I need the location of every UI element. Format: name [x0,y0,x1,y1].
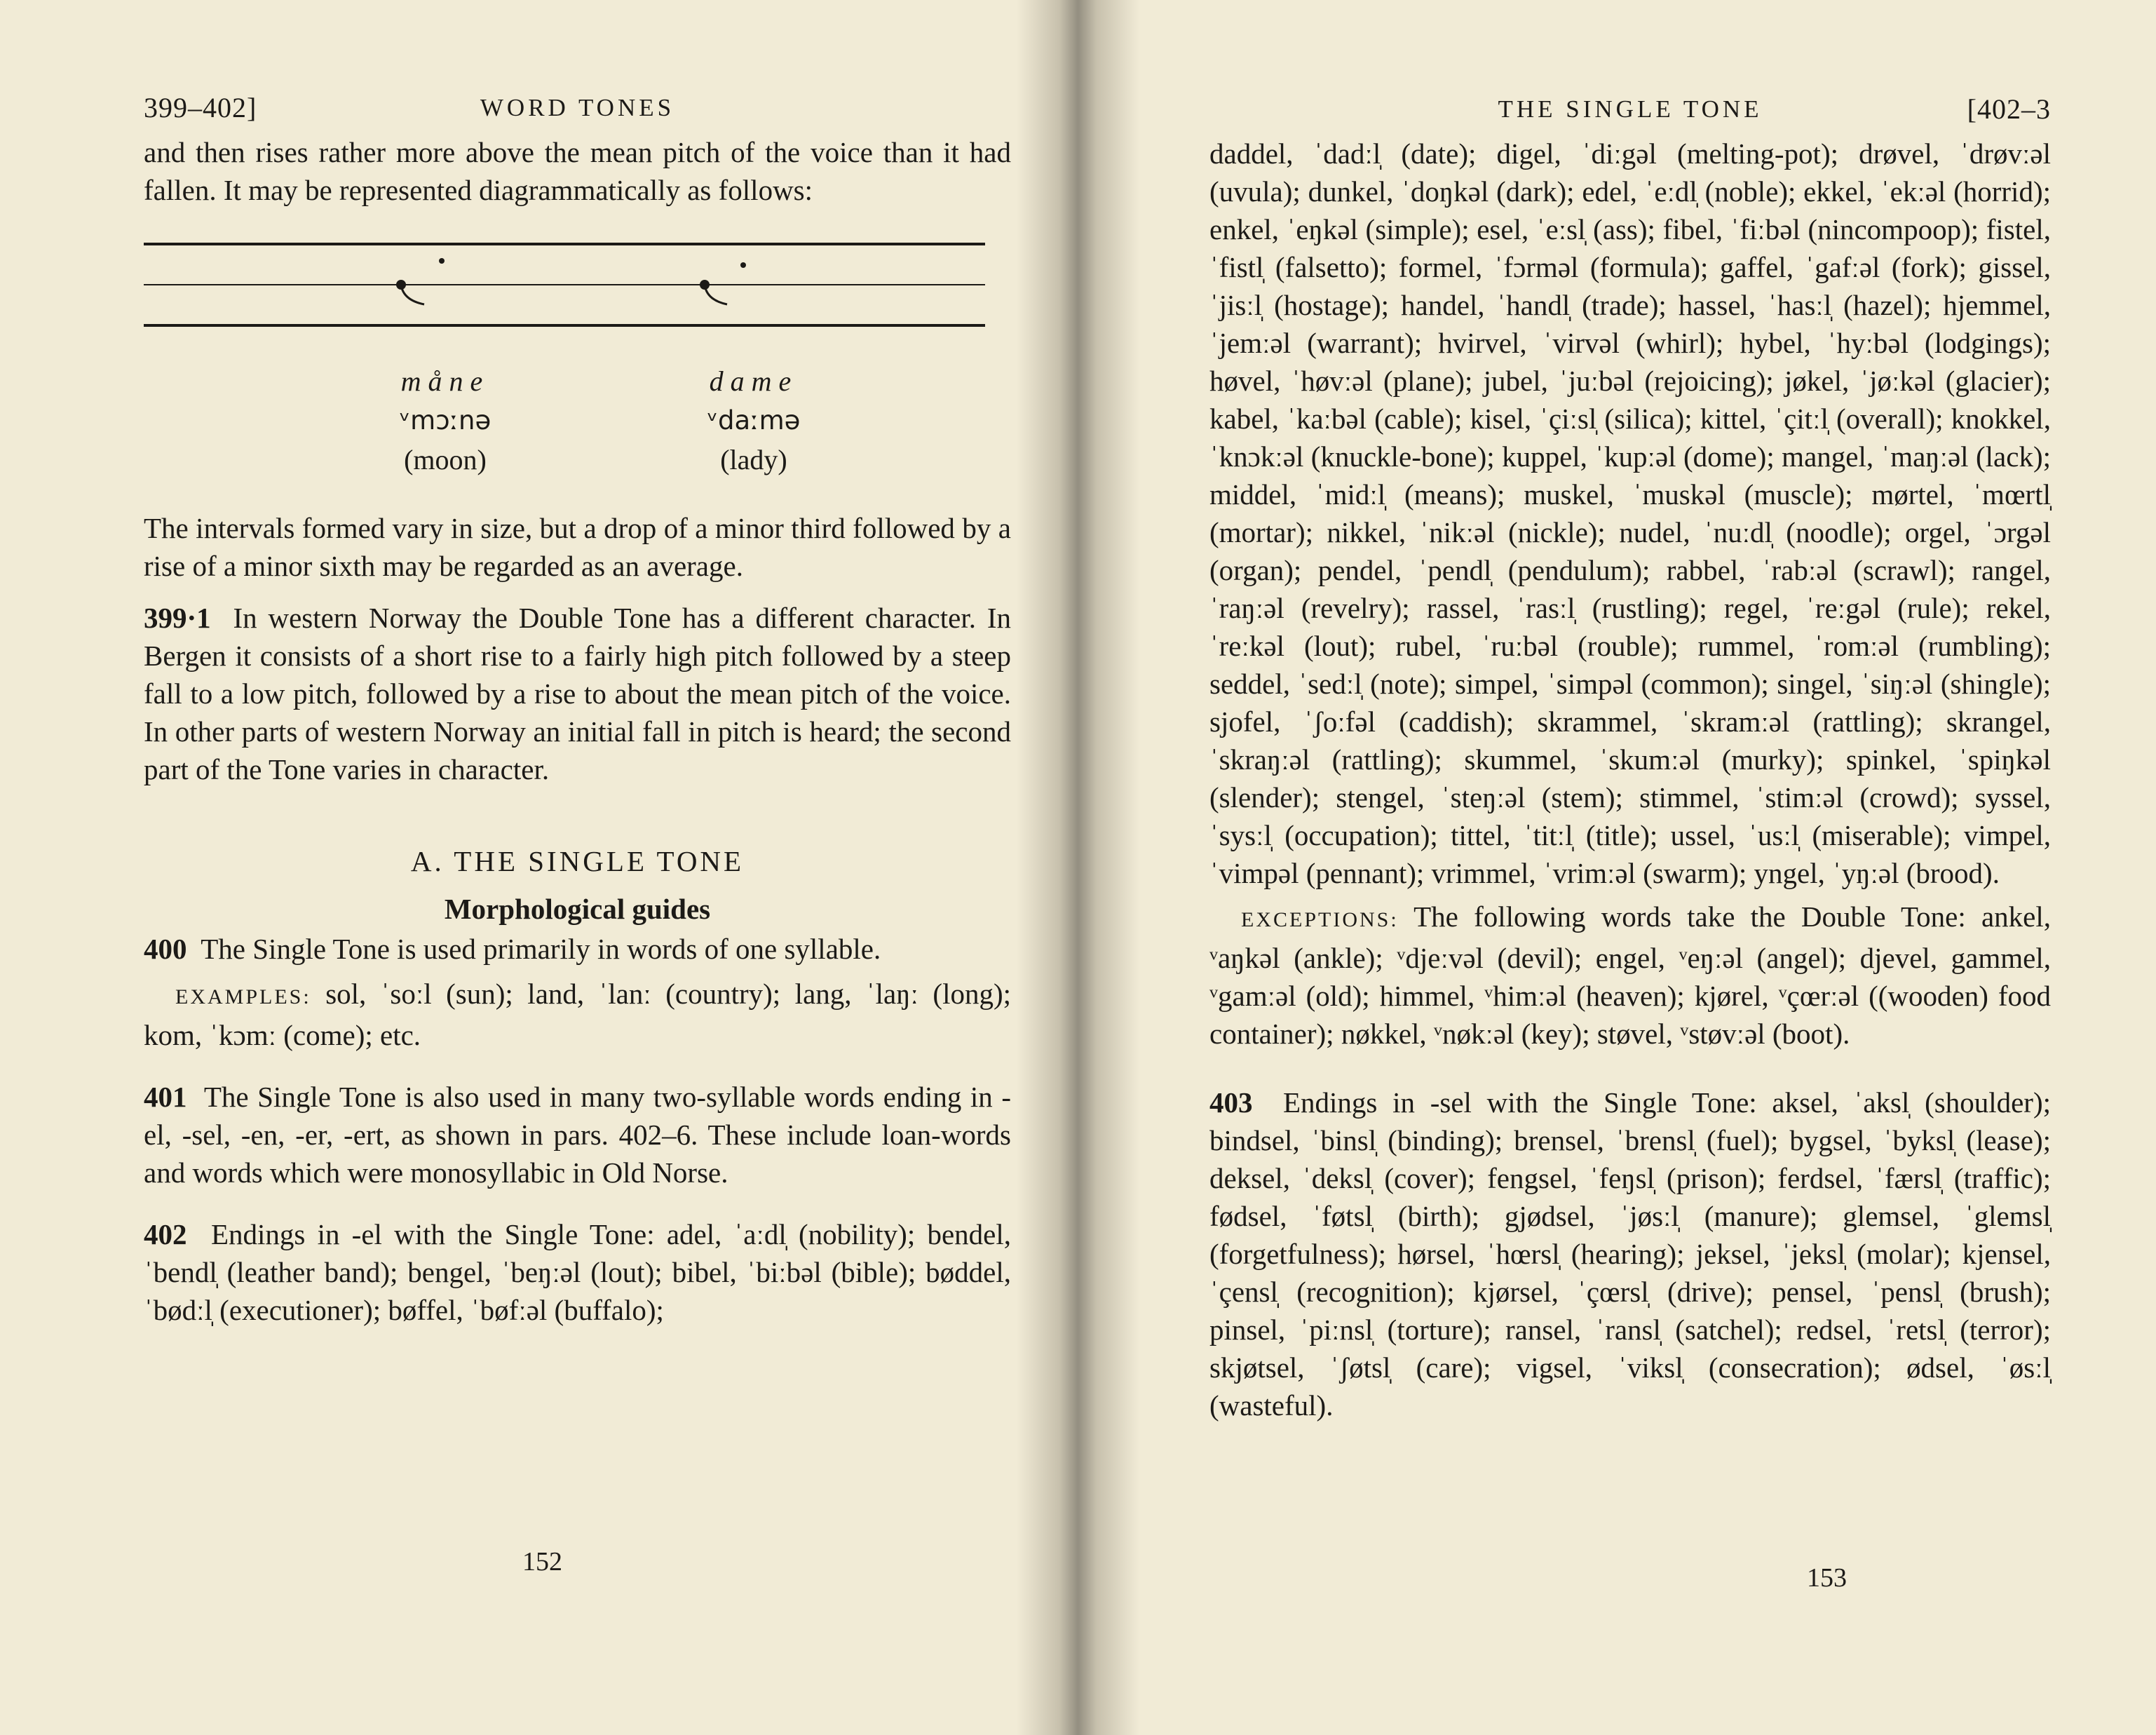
tone-peak-2 [740,262,746,268]
examples-label: EXAMPLES: [175,985,311,1008]
left-paragraph-1: and then rises rather more above the mean pitch of the voice than it had fallen. It may be represented diagrammatically as follows: [144,136,1011,206]
examples-text: sol, ˈsoːl (sun); land, ˈlanː (country); lang, ˈlaŋː (long); kom, ˈkɔmː (come); etc. [144,978,1011,1051]
paragraph-401 [144,1078,1011,1191]
word-mane: måne [400,365,490,397]
gloss-moon: (moon) [404,444,487,475]
right-page [1078,0,2156,1735]
exceptions-label: EXCEPTIONS: [1241,908,1399,931]
para-number-401: 401 [144,1081,187,1113]
exceptions-paragraph [1209,898,2051,1053]
right-running-head [1209,93,2051,135]
para-number-400: 400 [144,933,187,965]
para-text-401: The Single Tone is also used in many two-syllable words ending in -el, -sel, -en, -er, -ert, as shown in pars. 402–6. These include loan-words and words which were monosyllabic in Old Norse. [144,1081,1012,1189]
paragraph-403 [1209,1083,2051,1424]
left-running-head-range: 399–402] [144,92,257,123]
diagram-word-mane [340,362,550,480]
para-text-402: Endings in -el with the Single Tone: adel, ˈaːdl̩ (nobility); bendel, ˈbendl̩ (leather band); bengel, ˈbeŋːəl (lout); bibel, ˈbiːbəl (bible); bøddel, ˈbødːl̩ (executioner); bøffel, ˈbøfːəl (buffalo); [144,1218,1011,1326]
paragraph-402 [144,1215,1011,1329]
left-page-number: 152 [522,1547,562,1577]
exceptions-text: The following words take the Double Tone: ankel, ᵛaŋkəl (ankle); ᵛdjeːvəl (devil); engel, ᵛeŋːəl (angel); djevel, gammel, ᵛgamːəl (old); himmel, ᵛhimːəl (heaven); kjørel, ᵛçœrːəl ((wooden) food container); nøkkel, ᵛnøkːəl (key); støvel, ᵛstøvːəl (boot). [1209,900,2051,1050]
book-gutter-shadow [1017,0,1139,1735]
para-number-403: 403 [1209,1086,1253,1119]
left-paragraph-2: The intervals formed vary in size, but a drop of a minor third followed by a rise of a minor sixth may be regarded as an average. [144,512,1011,582]
left-running-head-title: WORD TONES [480,94,675,121]
para-text-399-1: In western Norway the Double Tone has a different character. In Bergen it consists of a short rise to a fairly high pitch followed by a steep fall to a low pitch, followed by a rise to about the mean pitch of the voice. In other parts of western Norway an initial fall in pitch is heard; the second part of the Tone varies in character. [144,602,1011,785]
examples-paragraph [144,975,1011,1054]
paragraph-400 [144,930,1011,968]
left-running-head [144,91,1011,133]
diagram-word-dame [649,362,859,480]
ipa-mane: ᵛmɔːnə [399,405,491,436]
para-text-400: The Single Tone is used primarily in words of one syllable. [201,933,881,965]
right-page-number: 153 [1807,1563,1847,1593]
para-text-403: Endings in -sel with the Single Tone: aksel, ˈaksl̩ (shoulder); bindsel, ˈbinsl̩ (binding); brensel, ˈbrensl̩ (fuel); bygsel, ˈbyksl̩ (lease); deksel, ˈdeksl̩ (cover); fengsel, ˈfeŋsl̩ (prison); ferdsel, ˈfærsl̩ (traffic); fødsel, ˈføtsl̩ (birth); gjødsel, ˈjøsːl̩ (manure); glemsel, ˈglemsl̩ (forgetfulness); hørsel, ˈhœrsl̩ (hearing); jeksel, ˈjeksl̩ (molar); kjensel, ˈçensl̩ (recognition); kjørsel, ˈçœrsl̩ (drive); pensel, ˈpensl̩ (brush); pinsel, ˈpiːnsl̩ (torture); ransel, ˈransl̩ (satchel); redsel, ˈretsl̩ (terror); skjøtsel, ˈʃøtsl̩ (care); vigsel, ˈviksl̩ (consecration); ødsel, ˈøsːl̩ (wasteful). [1209,1086,2052,1422]
subhead-morphological-guides: Morphological guides [444,893,711,925]
paragraph-399-1 [144,599,1011,788]
para-number-402: 402 [144,1218,187,1250]
ipa-dame: ᵛdaːmə [707,405,801,436]
tone-peak-1 [439,258,445,264]
right-running-head-range: [402–3 [1967,93,2051,125]
right-running-head-title: THE SINGLE TONE [1498,95,1763,123]
para-number-399-1: 399·1 [144,602,211,634]
section-title: A. THE SINGLE TONE [410,845,745,877]
gloss-lady: (lady) [720,444,787,475]
pitch-lines [144,222,992,362]
pitch-diagram [144,222,1011,509]
word-dame: dame [709,365,799,397]
right-paragraph-402-continued: daddel, ˈdadːl̩ (date); digel, ˈdiːgəl (melting-pot); drøvel, ˈdrøvːəl (uvula); dunkel, ˈdoŋkəl (dark); edel, ˈeːdl̩ (noble); ekkel, ˈekːəl (horrid); enkel, ˈeŋkəl (simple); esel, ˈeːsl̩ (ass); fibel, ˈfiːbəl (nincompoop); fistel, ˈfistl̩ (falsetto); formel, ˈfɔrməl (formula); gaffel, ˈgafːəl (fork); gissel, ˈjisːl̩ (hostage); handel, ˈhandl̩ (trade); hassel, ˈhasːl̩ (hazel); hjemmel, ˈjemːəl (warrant); hvirvel, ˈvirvəl (whirl); hybel, ˈhyːbəl (lodgings); høvel, ˈhøvːəl (plane); jubel, ˈjuːbəl (rejoicing); jøkel, ˈjøːkəl (glacier); kabel, ˈkaːbəl (cable); kisel, ˈçiːsl̩ (silica); kittel, ˈçitːl̩ (overall); knokkel, ˈknɔkːəl (knuckle-bone); kuppel, ˈkupːəl (dome); mangel, ˈmaŋːəl (lack); middel, ˈmidːl̩ (means); muskel, ˈmuskəl (muscle); mørtel, ˈmœrtl̩ (mortar); nikkel, ˈnikːəl (nickle); nudel, ˈnuːdl̩ (noodle); orgel, ˈɔrgəl (organ); pendel, ˈpendl̩ (pendulum); rabbel, ˈrabːəl (scrawl); rangel, ˈraŋːəl (revelry); rassel, ˈrasːl̩ (rustling); regel, ˈreːgəl (rule); rekel, ˈreːkəl (lout); rubel, ˈruːbəl (rouble); rummel, ˈromːəl (rumbling); seddel, ˈsedːl̩ (note); simpel, ˈsimpəl (common); singel, ˈsiŋːəl (shingle); sjofel, ˈʃoːfəl (caddish); skrammel, ˈskramːəl (rattling); skrangel, ˈskraŋːəl (rattling); skummel, ˈskumːəl (murky); spinkel, ˈspiŋkəl (slender); stengel, ˈsteŋːəl (stem); stimmel, ˈstimːəl (crowd); syssel, ˈsysːl̩ (occupation); tittel, ˈtitːl̩ (title); ussel, ˈusːl̩ (miserable); vimpel, ˈvimpəl (pennant); vrimmel, ˈvrimːəl (swarm); yngel, ˈyŋːəl (brood). [1209,137,2051,889]
